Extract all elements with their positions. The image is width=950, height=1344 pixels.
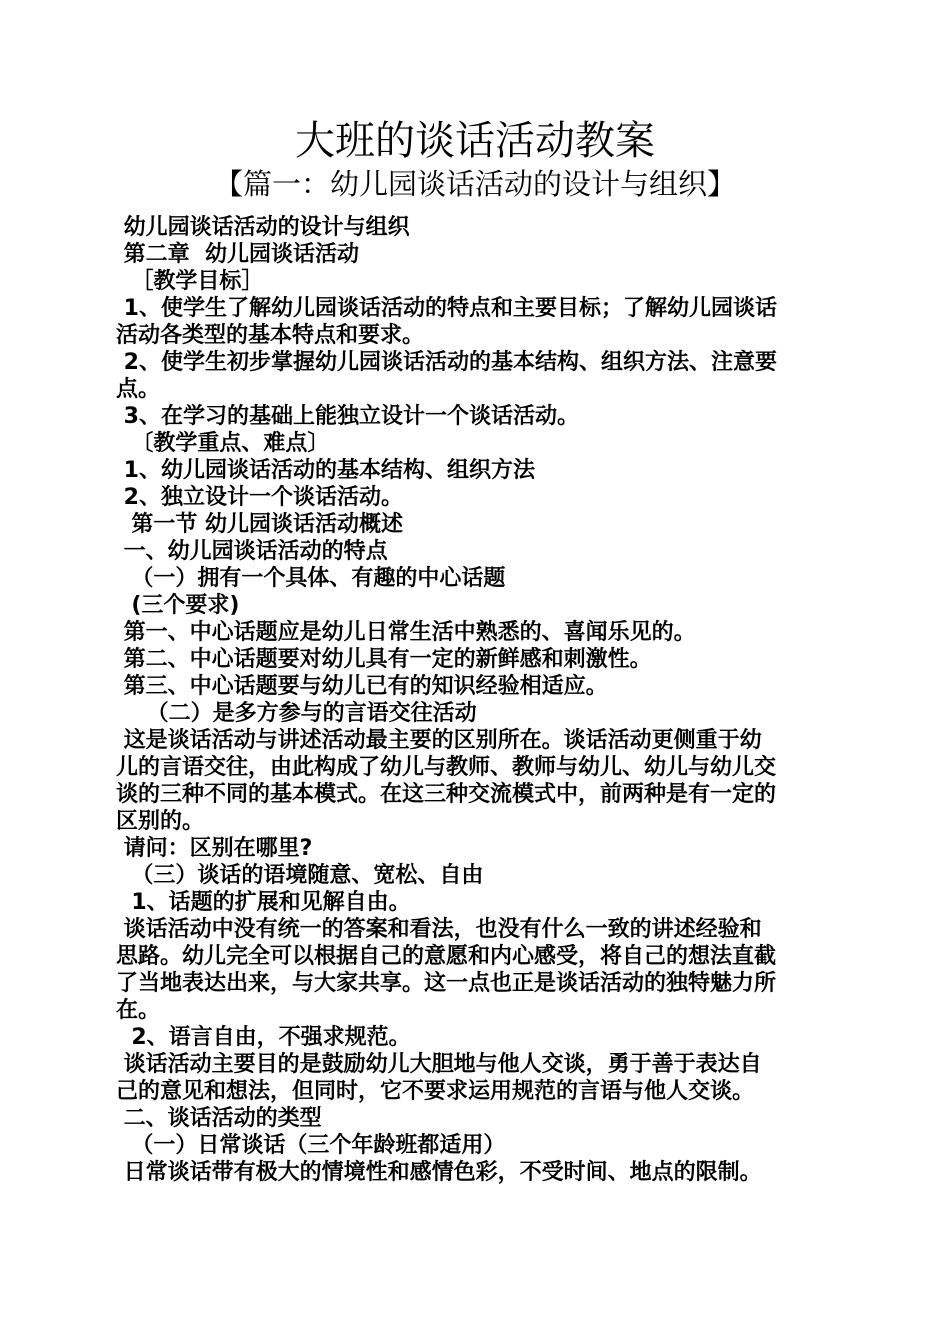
section-label: 〔教学重点、难点〕 [116, 431, 330, 456]
text-line: 点。 [116, 377, 161, 402]
subsection-heading: （二）是多方参与的言语交往活动 [116, 701, 477, 726]
text-line: 2、使学生初步掌握幼儿园谈话活动的基本结构、组织方法、注意要 [116, 350, 777, 375]
text-line: 幼儿园谈话活动的设计与组织 [116, 215, 410, 240]
text-line: 己的意见和想法，但同时，它不要求运用规范的言语与他人交谈。 [116, 1079, 755, 1104]
text-line: 2、独立设计一个谈话活动。 [116, 485, 403, 510]
text-line: 了当地表达出来，与大家共享。这一点也正是谈话活动的独特魅力所 [116, 971, 777, 996]
document-subtitle: 【篇一：幼儿园谈话活动的设计与组织】 [213, 167, 736, 201]
document-title: 大班的谈话活动教案 [295, 118, 655, 164]
text-line: 1、使学生了解幼儿园谈话活动的特点和主要目标；了解幼儿园谈话 [116, 296, 777, 321]
text-line: 这是谈话活动与讲述活动最主要的区别所在。谈话活动更侧重于幼 [116, 728, 762, 753]
text-line: 第三、中心话题要与幼儿已有的知识经验相适应。 [116, 674, 608, 699]
text-line: 请问：区别在哪里? [116, 836, 313, 861]
text-line: 1、幼儿园谈话活动的基本结构、组织方法 [116, 458, 535, 483]
text-line: 思路。幼儿完全可以根据自己的意愿和内心感受，将自己的想法直截 [116, 944, 777, 969]
text-line: 区别的。 [116, 809, 205, 834]
text-line: 儿的言语交往，由此构成了幼儿与教师、教师与幼儿、幼儿与幼儿交 [116, 755, 777, 780]
text-line: 第一、中心话题应是幼儿日常生活中熟悉的、喜闻乐见的。 [116, 620, 696, 645]
subsection-heading: （一）拥有一个具体、有趣的中心话题 [116, 566, 506, 591]
text-line: 谈话活动主要目的是鼓励幼儿大胆地与他人交谈，勇于善于表达自 [116, 1052, 762, 1077]
text-line: 1、话题的扩展和见解自由。 [116, 890, 411, 915]
document-body [116, 214, 836, 1186]
text-line: 在。 [116, 998, 161, 1023]
text-line: (三个要求) [116, 593, 240, 618]
section-label: ［教学目标］ [116, 269, 264, 294]
text-line: 谈的三种不同的基本模式。在这三种交流模式中，前两种是有一定的 [116, 782, 777, 807]
text-line: 2、语言自由，不强求规范。 [116, 1025, 411, 1050]
text-line: 日常谈话带有极大的情境性和感情色彩，不受时间、地点的限制。 [116, 1160, 762, 1185]
subsection-heading: （一）日常谈话（三个年龄班都适用） [116, 1133, 506, 1158]
text-line: 第二、中心话题要对幼儿具有一定的新鲜感和刺激性。 [116, 647, 652, 672]
subsection-heading: 一、幼儿园谈话活动的特点 [116, 539, 388, 564]
subsection-heading: 二、谈话活动的类型 [116, 1106, 322, 1131]
text-line: 谈话活动中没有统一的答案和看法，也没有什么一致的讲述经验和 [116, 917, 762, 942]
text-line: 3、在学习的基础上能独立设计一个谈话活动。 [116, 404, 579, 429]
subsection-heading: （三）谈话的语境随意、宽松、自由 [116, 863, 484, 888]
chapter-heading: 第二章 幼儿园谈话活动 [116, 242, 359, 267]
section-heading: 第一节 幼儿园谈话活动概述 [116, 512, 403, 537]
text-line: 活动各类型的基本特点和要求。 [116, 323, 425, 348]
